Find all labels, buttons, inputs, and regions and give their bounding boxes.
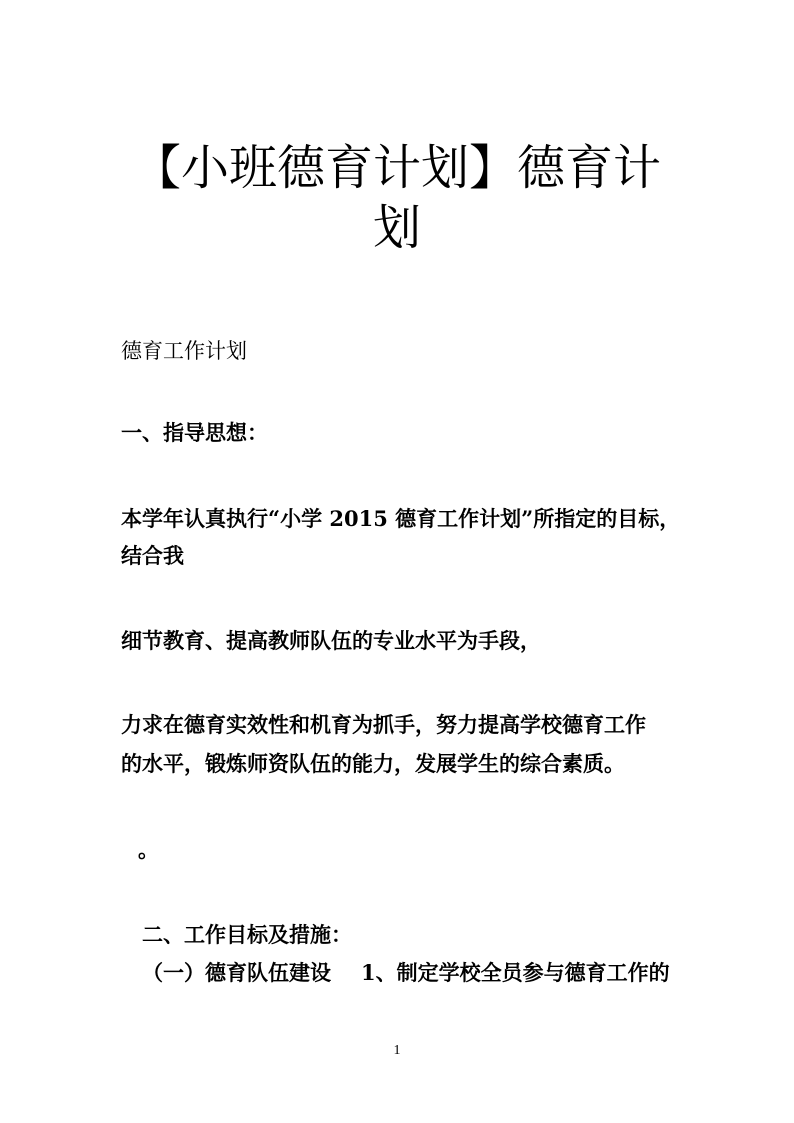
paragraph-1-line-2: 结合我 [121,543,184,568]
paragraph-3-line-2: 的水平，锻炼师资队伍的能力，发展学生的综合素质。 [121,751,625,776]
page-number: 1 [393,1043,401,1058]
subsection-1-item: 1、制定学校全员参与德育工作的 [361,960,670,985]
subsection-1-line [142,960,670,986]
document-title [0,138,794,258]
paragraph-3-line-1: 力求在德育实效性和机育为抓手，努力提高学校德育工作 [121,712,646,737]
subsection-1-label: （一）德育队伍建设 [142,960,331,985]
paragraph-1-line-1: 本学年认真执行“小学 2015 德育工作计划”所指定的目标， [121,506,681,531]
subtitle: 德育工作计划 [121,339,247,363]
title-line-1: 【小班德育计划】德育计 [132,140,661,196]
section-2-heading: 二、工作目标及措施： [142,922,352,947]
section-1-heading: 一、指导思想： [121,420,268,445]
paragraph-2-line-1: 细节教育、提高教师队伍的专业水平为手段， [121,628,541,653]
title-line-2: 划 [372,200,421,256]
lone-period: 。 [138,837,159,862]
